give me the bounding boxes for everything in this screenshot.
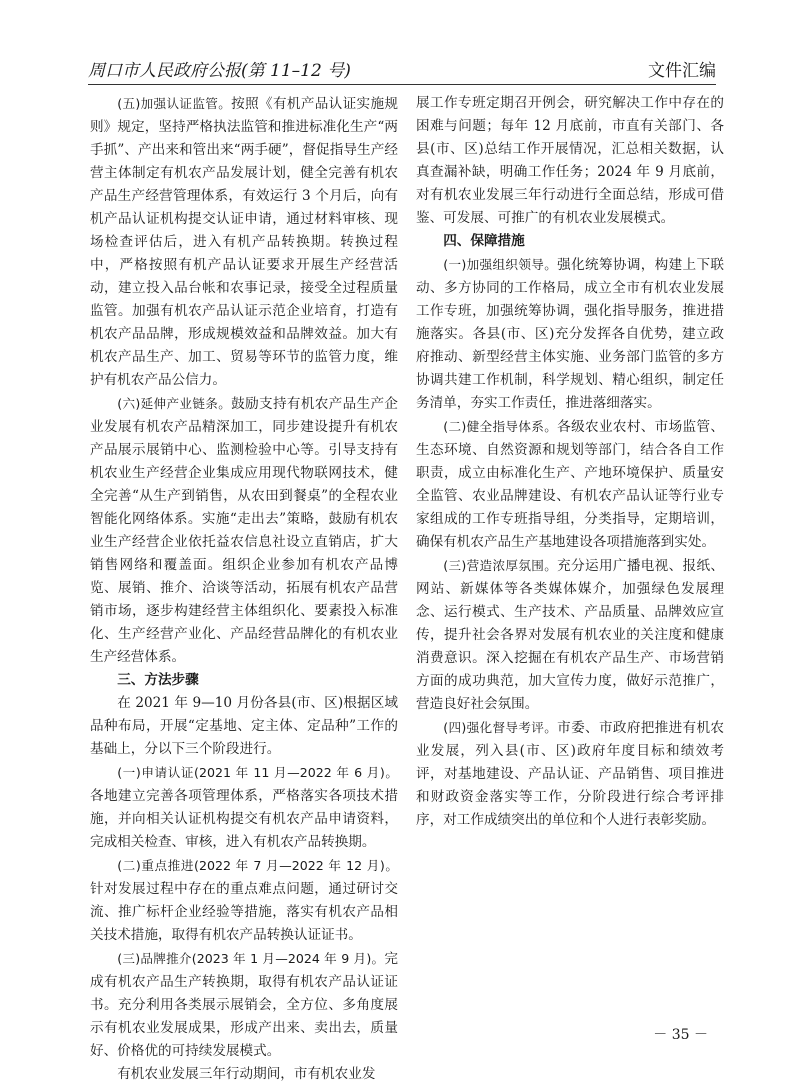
paragraph-body: 各地建立完善各项管理体系，严格落实各项技术措施，并向相关认证机构提交有机农产品申请资料，完成相关检查、审核，进入有机农产品转换期。 bbox=[90, 788, 398, 850]
paragraph bbox=[90, 761, 398, 854]
paragraph: 有机农业发展三年行动期间，市有机农业发 bbox=[117, 1066, 376, 1082]
paragraph-lead: (五)加强认证监管。 bbox=[117, 96, 232, 111]
page-number: － 35 － bbox=[653, 1027, 708, 1043]
paragraph bbox=[416, 554, 724, 716]
section-heading: 三、方法步骤 bbox=[117, 672, 199, 688]
paragraph-lead: (二)重点推进(2022 年 7 月—2022 年 12 月)。 bbox=[117, 858, 398, 873]
paragraph-body: 强化统筹协调，构建上下联动、多方协同的工作格局，成立全市有机农业发展工作专班，加强统筹协调，强化指导服务，推进措施落实。各县(市、区)充分发挥各自优势，建立政府推动、新型经营主体实施、业务部门监管的多方协调共建工作机制，科学规划、精心组织，制定任务清单，夯实工作责任，推进落细落实。 bbox=[416, 257, 725, 411]
left-column bbox=[90, 92, 398, 1086]
paragraph bbox=[90, 92, 398, 392]
paragraph-lead: (二)健全指导体系。 bbox=[443, 419, 558, 434]
publication-title: 周口市人民政府公报(第 11–12 号) bbox=[88, 61, 351, 81]
paragraph bbox=[90, 854, 398, 947]
paragraph-lead: (三)品牌推介(2023 年 1 月—2024 年 9 月)。 bbox=[117, 951, 385, 966]
section-title: 文件汇编 bbox=[648, 61, 716, 81]
paragraph-body: 充分运用广播电视、报纸、网站、新媒体等各类媒体媒介，加强绿色发展理念、运行模式、生产技术、产品质量、品牌效应宣传，提升社会各界对发展有机农业的关注度和健康消费意识。深入挖掘在有机农产品生产、市场营销方面的成功典范，加大宣传力度，做好示范推广，营造良好社会氛围。 bbox=[416, 558, 725, 712]
paragraph-lead: (三)营造浓厚氛围。 bbox=[443, 558, 558, 573]
paragraph bbox=[416, 253, 724, 415]
paragraph-lead: (一)申请认证(2021 年 11 月—2022 年 6 月)。 bbox=[117, 765, 398, 780]
paragraph bbox=[90, 947, 398, 1063]
paragraph: 展工作专班定期召开例会，研究解决工作中存在的困难与问题；每年 12 月底前，市直有关部门、各县(市、区)总结工作开展情况，汇总相关数据，认真查漏补缺，明确工作任务；2024 年 9 月底前，对有机农业发展三年行动进行全面总结，形成可借鉴、可发展、可推广的有机农业发展模式。 bbox=[416, 95, 724, 226]
paragraph bbox=[416, 716, 724, 832]
paragraph-lead: (四)强化督导考评。 bbox=[443, 720, 558, 735]
paragraph-body: 市委、市政府把推进有机农业发展，列入县(市、区)政府年度目标和绩效考评，对基地建设、产品认证、产品销售、项目推进和财政资金落实等工作，分阶段进行综合考评排序，对工作成绩突出的单位和个人进行表彰奖励。 bbox=[416, 720, 725, 828]
paragraph-lead: (六)延伸产业链条。 bbox=[117, 396, 232, 411]
paragraph-lead: (一)加强组织领导。 bbox=[443, 257, 558, 272]
paragraph bbox=[90, 392, 398, 669]
paragraph-body: 鼓励支持有机农产品生产企业发展有机农产品精深加工，同步建设提升有机农产品展示展销中心、监测检验中心等。引导支持有机农业生产经营企业集成应用现代物联网技术，健全完善“从生产到销售，从农田到餐桌”的全程农业智能化网络体系。实施“走出去”策略，鼓励有机农业生产经营企业依托益农信息社设立直销店，扩大销售网络和覆盖面。组织企业参加有机农产品博览、展销、推介、洽谈等活动，拓展有机农产品营销市场，逐步构建经营主体组织化、要素投入标准化、生产经营产业化、产品经营品牌化的有机农业生产经营体系。 bbox=[90, 396, 399, 665]
page-header bbox=[88, 56, 716, 85]
section-heading: 四、保障措施 bbox=[443, 233, 525, 249]
paragraph-body: 按照《有机产品认证实施规则》规定，坚持严格执法监管和推进标准化生产“两手抓”、产出来和管出来“两手硬”，督促指导生产经营主体制定有机农产品发展计划，健全完善有机农产品生产经营管理体系，有效运行 3 个月后，向有机产品认证机构提交认证申请，通过材料审核、现场检查评估后，进入有机产品转换期。转换过程中，严格按照有机产品认证要求开展生产经营活动，建立投入品台帐和农事记录，接受全过程质量监管。加强有机农产品认证示范企业培育，打造有机农产品品牌，形成规模效益和品牌效益。加大有机农产品生产、加工、贸易等环节的监管力度，维护有机农产品公信力。 bbox=[90, 96, 399, 388]
right-column bbox=[416, 92, 724, 832]
paragraph bbox=[416, 415, 724, 554]
paragraph-body: 针对发展过程中存在的重点难点问题，通过研讨交流、推广标杆企业经验等措施，落实有机农产品相关技术措施，取得有机农产品转换认证证书。 bbox=[90, 881, 398, 943]
paragraph: 在 2021 年 9—10 月份各县(市、区)根据区域品种布局，开展“定基地、定主体、定品种”工作的基础上，分以下三个阶段进行。 bbox=[90, 695, 398, 757]
paragraph-body: 完成有机农产品生产转换期，取得有机农产品认证证书。充分利用各类展示展销会，全方位、多角度展示有机农业发展成果，形成产出来、卖出去，质量好、价格优的可持续发展模式。 bbox=[90, 951, 398, 1059]
paragraph-body: 各级农业农村、市场监管、生态环境、自然资源和规划等部门，结合各自工作职责，成立由标准化生产、产地环境保护、质量安全监管、农业品牌建设、有机农产品认证等行业专家组成的工作专班指导组，分类指导，定期培训，确保有机农产品生产基地建设各项措施落到实处。 bbox=[416, 419, 725, 550]
